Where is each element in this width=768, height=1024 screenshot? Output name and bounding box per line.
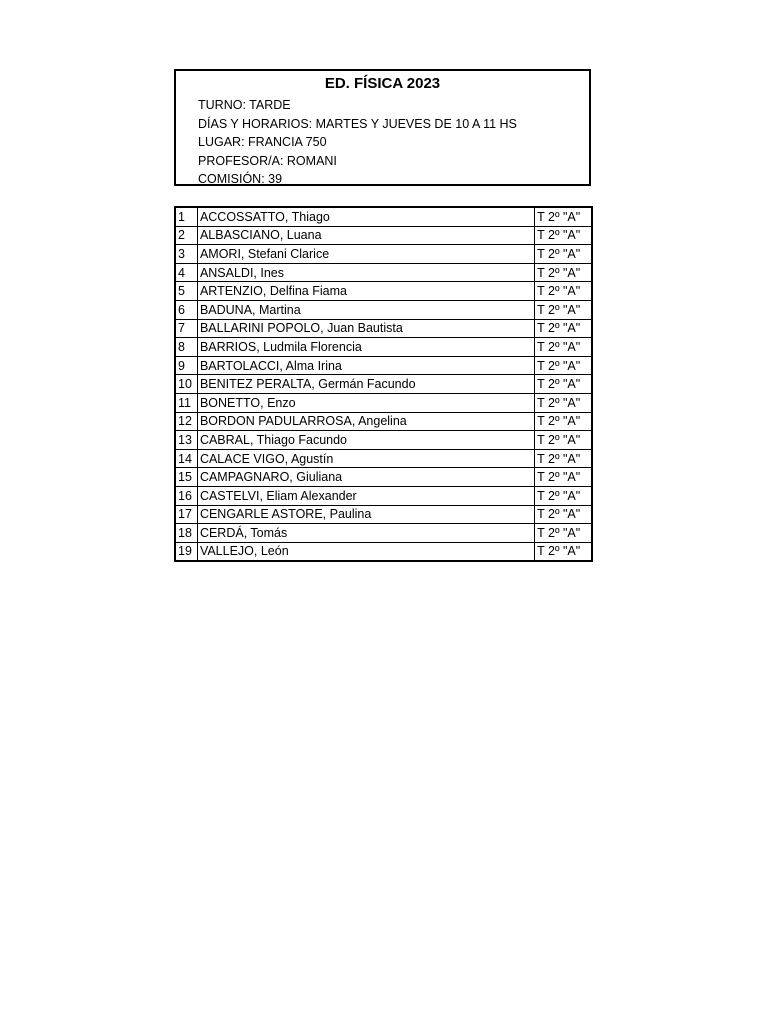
- course-cell: T 2º "A": [535, 356, 592, 375]
- student-name: ALBASCIANO, Luana: [197, 226, 534, 245]
- course-cell: T 2º "A": [535, 505, 592, 524]
- student-name: BARRIOS, Ludmila Florencia: [197, 338, 534, 357]
- shift-label: TURNO: TARDE: [198, 98, 291, 112]
- student-name: BALLARINI POPOLO, Juan Bautista: [197, 319, 534, 338]
- table-row: [175, 207, 592, 226]
- table-row: [175, 524, 592, 543]
- table-row: [175, 319, 592, 338]
- table-row: [175, 431, 592, 450]
- course-cell: T 2º "A": [535, 338, 592, 357]
- course-cell: T 2º "A": [535, 375, 592, 394]
- table-row: [175, 356, 592, 375]
- row-number: 13: [175, 431, 197, 450]
- course-cell: T 2º "A": [535, 282, 592, 301]
- row-number: 14: [175, 449, 197, 468]
- course-cell: T 2º "A": [535, 431, 592, 450]
- row-number: 11: [175, 393, 197, 412]
- course-cell: T 2º "A": [535, 207, 592, 226]
- student-name: VALLEJO, León: [197, 542, 534, 561]
- table-row: [175, 486, 592, 505]
- student-name: ARTENZIO, Delfina Fiama: [197, 282, 534, 301]
- row-number: 17: [175, 505, 197, 524]
- row-number: 18: [175, 524, 197, 543]
- table-row: [175, 468, 592, 487]
- row-number: 8: [175, 338, 197, 357]
- row-number: 9: [175, 356, 197, 375]
- student-name: BONETTO, Enzo: [197, 393, 534, 412]
- row-number: 16: [175, 486, 197, 505]
- course-cell: T 2º "A": [535, 393, 592, 412]
- row-number: 7: [175, 319, 197, 338]
- student-name: BORDON PADULARROSA, Angelina: [197, 412, 534, 431]
- table-row: [175, 505, 592, 524]
- document-title: ED. FÍSICA 2023: [324, 75, 441, 92]
- table-row: [175, 412, 592, 431]
- location-label: LUGAR: FRANCIA 750: [198, 135, 327, 150]
- table-row: [175, 282, 592, 301]
- student-name: CENGARLE ASTORE, Paulina: [197, 505, 534, 524]
- row-number: 12: [175, 412, 197, 431]
- table-row: [175, 263, 592, 282]
- row-number: 15: [175, 468, 197, 487]
- row-number: 4: [175, 263, 197, 282]
- row-number: 2: [175, 226, 197, 245]
- row-number: 6: [175, 300, 197, 319]
- course-cell: T 2º "A": [535, 263, 592, 282]
- table-row: [175, 300, 592, 319]
- table-row: [175, 338, 592, 357]
- student-roster-table: [174, 206, 593, 562]
- course-cell: T 2º "A": [535, 468, 592, 487]
- table-row: [175, 393, 592, 412]
- course-cell: T 2º "A": [535, 245, 592, 264]
- table-row: [175, 226, 592, 245]
- schedule-label: DÍAS Y HORARIOS: MARTES Y JUEVES DE 10 A 11 HS: [198, 116, 517, 131]
- student-name: ACCOSSATTO, Thiago: [197, 207, 534, 226]
- student-name: BADUNA, Martina: [197, 300, 534, 319]
- course-cell: T 2º "A": [535, 412, 592, 431]
- course-cell: T 2º "A": [535, 542, 592, 561]
- course-cell: T 2º "A": [535, 300, 592, 319]
- student-name: CERDÁ, Tomás: [197, 524, 534, 543]
- student-name: AMORI, Stefani Clarice: [197, 245, 534, 264]
- class-info-box: [174, 69, 591, 186]
- row-number: 3: [175, 245, 197, 264]
- course-cell: T 2º "A": [535, 319, 592, 338]
- table-row: [175, 449, 592, 468]
- course-cell: T 2º "A": [535, 486, 592, 505]
- class-details: [198, 96, 517, 189]
- course-cell: T 2º "A": [535, 449, 592, 468]
- student-name: CALACE VIGO, Agustín: [197, 449, 534, 468]
- course-cell: T 2º "A": [535, 226, 592, 245]
- student-name: BARTOLACCI, Alma Irina: [197, 356, 534, 375]
- student-name: CASTELVI, Eliam Alexander: [197, 486, 534, 505]
- row-number: 10: [175, 375, 197, 394]
- table-row: [175, 375, 592, 394]
- student-name: BENITEZ PERALTA, Germán Facundo: [197, 375, 534, 394]
- student-name: CABRAL, Thiago Facundo: [197, 431, 534, 450]
- row-number: 5: [175, 282, 197, 301]
- row-number: 19: [175, 542, 197, 561]
- student-roster-body: [175, 207, 592, 561]
- table-row: [175, 245, 592, 264]
- student-name: CAMPAGNARO, Giuliana: [197, 468, 534, 487]
- commission-label: COMISIÓN: 39: [198, 172, 283, 187]
- row-number: 1: [175, 207, 197, 226]
- course-cell: T 2º "A": [535, 524, 592, 543]
- student-name: ANSALDI, Ines: [197, 263, 534, 282]
- table-row: [175, 542, 592, 561]
- teacher-label: PROFESOR/A: ROMANI: [198, 153, 337, 168]
